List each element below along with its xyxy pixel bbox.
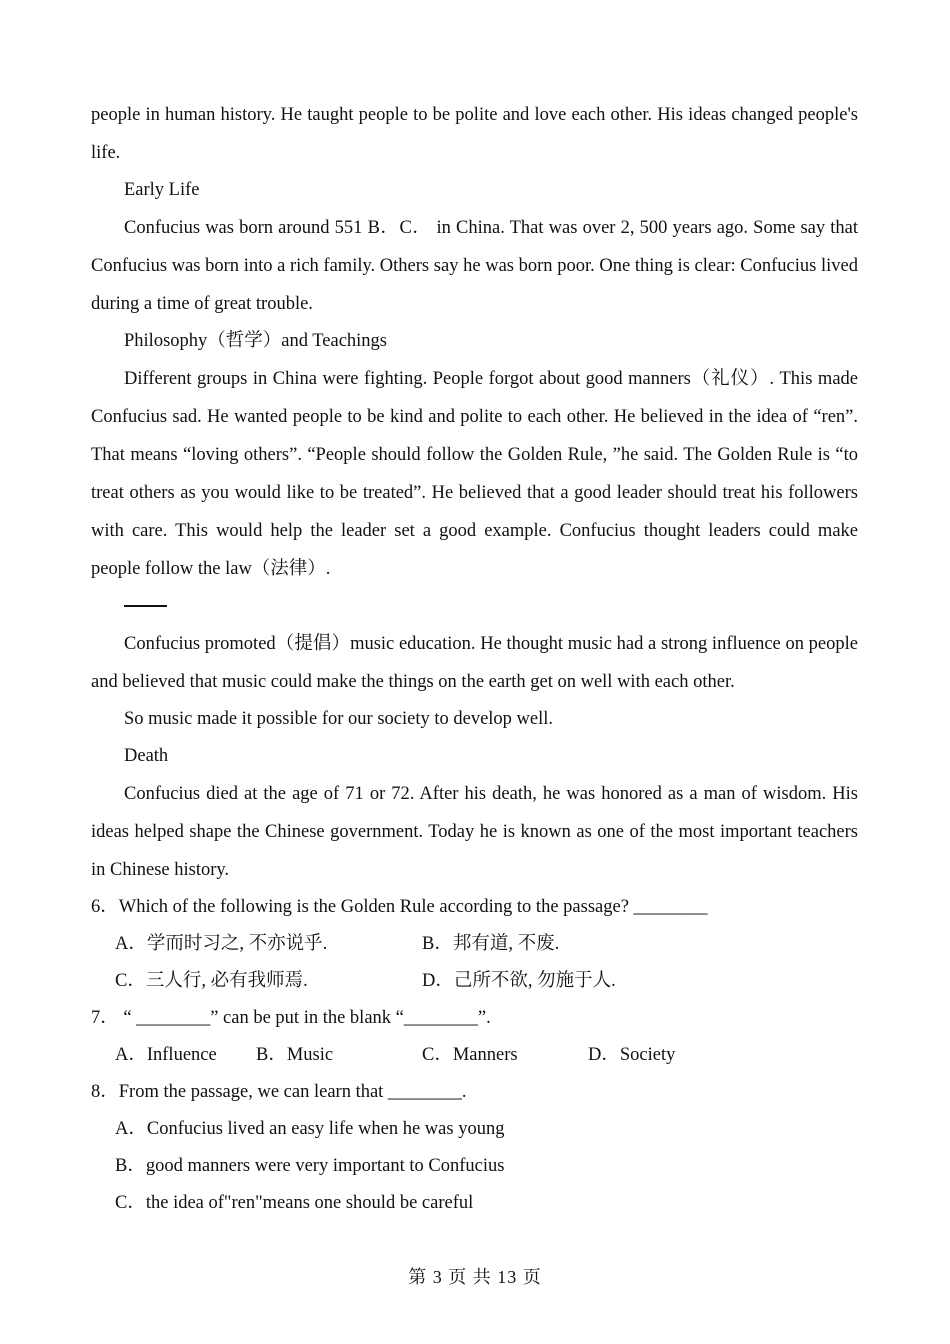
philosophy-paragraph: Different groups in China were fighting. People forgot about good manners（礼仪）. This made Confucius sad. He wanted people to be kind and polite to each other. He believed in the idea of “ren”. That means “loving others”. “People should follow the Golden Rule, ”he said. The Golden Rule is “to treat others as you would like to be treated”. He believed that a good leader should treat his followers with care. This would help the leader set a good example. Confucius thought leaders could make people follow the law（法律）. bbox=[91, 369, 858, 579]
question-7-stem: 7． “ ________” can be put in the blank “________”. bbox=[91, 1008, 491, 1028]
document-page bbox=[91, 96, 858, 1222]
early-life-paragraph: Confucius was born around 551 B．C． in China. That was over 2, 500 years ago. Some say that Confucius was born into a rich family. Others say he was born poor. One thing is clear: Confucius lived during a time of great trouble. bbox=[91, 218, 858, 314]
question-7-options bbox=[91, 1037, 858, 1074]
blank-underline bbox=[124, 605, 167, 607]
page-number-footer: 第 3 页 共 13 页 bbox=[408, 1267, 542, 1287]
question-6-options-row-1 bbox=[91, 926, 858, 963]
q6-option-b[interactable]: B．邦有道, 不废. bbox=[422, 934, 560, 954]
death-paragraph: Confucius died at the age of 71 or 72. After his death, he was honored as a man of wisdom. His ideas helped shape the Chinese government. Today he is known as one of the most important teachers in Chinese history. bbox=[91, 784, 858, 880]
heading-early-life: Early Life bbox=[124, 180, 200, 200]
passage-intro: people in human history. He taught people to be polite and love each other. His ideas changed people's life. bbox=[91, 105, 858, 163]
q8-option-c[interactable]: C．the idea of"ren"means one should be careful bbox=[115, 1193, 474, 1213]
missing-heading-blank bbox=[91, 588, 858, 625]
q6-option-c[interactable]: C．三人行, 必有我师焉. bbox=[115, 971, 308, 991]
q7-option-a[interactable]: A．Influence bbox=[115, 1045, 217, 1065]
heading-philosophy: Philosophy（哲学）and Teachings bbox=[124, 331, 388, 351]
music-paragraph-2: So music made it possible for our society to develop well. bbox=[124, 709, 554, 729]
q7-option-d[interactable]: D．Society bbox=[588, 1045, 676, 1065]
q6-option-d[interactable]: D．己所不欲, 勿施于人. bbox=[422, 971, 616, 991]
heading-death: Death bbox=[124, 746, 169, 766]
q6-option-a[interactable]: A．学而时习之, 不亦说乎. bbox=[115, 934, 328, 954]
q7-option-b[interactable]: B．Music bbox=[256, 1045, 334, 1065]
question-6-options-row-2 bbox=[91, 963, 858, 1000]
music-paragraph: Confucius promoted（提倡）music education. He thought music had a strong influence on people and believed that music could make the things on the earth get on well with each other. bbox=[91, 634, 858, 692]
q7-option-c[interactable]: C．Manners bbox=[422, 1045, 518, 1065]
question-6-stem: 6．Which of the following is the Golden Rule according to the passage? ________ bbox=[91, 897, 708, 917]
question-8-stem: 8．From the passage, we can learn that ________. bbox=[91, 1082, 467, 1102]
q8-option-b[interactable]: B．good manners were very important to Confucius bbox=[115, 1156, 505, 1176]
q8-option-a[interactable]: A．Confucius lived an easy life when he was young bbox=[115, 1119, 505, 1139]
